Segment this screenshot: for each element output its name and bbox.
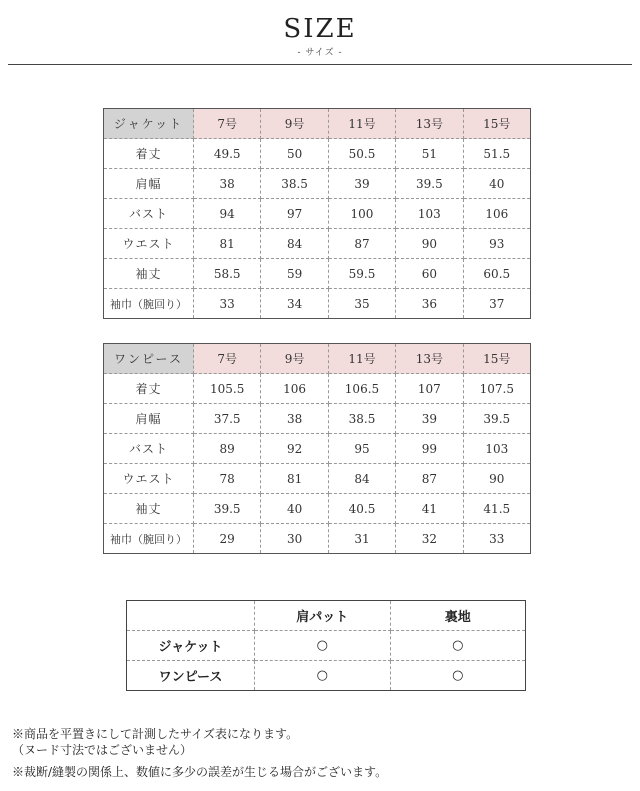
- table-cell: 81: [261, 464, 328, 494]
- table-cell: 51: [396, 139, 463, 169]
- table-cell: 59: [261, 259, 328, 289]
- table-cell: 84: [328, 464, 395, 494]
- table-cell: 78: [194, 464, 261, 494]
- table-cell: 33: [489, 531, 505, 546]
- table-cell: 34: [261, 289, 328, 319]
- table-cell: 38.5: [328, 404, 395, 434]
- table-cell: 107: [396, 374, 463, 404]
- table-cell: 37: [489, 296, 505, 311]
- table-cell: 58.5: [194, 259, 261, 289]
- table-row: [127, 661, 526, 691]
- row-label: 袖巾（腕回り）: [104, 524, 194, 554]
- circle-mark: ○: [255, 631, 391, 661]
- table-cell: 90: [396, 229, 463, 259]
- row-label: ワンピース: [127, 661, 255, 691]
- table-cell: 103: [396, 199, 463, 229]
- option-header: 肩パット: [255, 601, 391, 631]
- circle-mark: ○: [452, 668, 464, 683]
- table-cell: 29: [194, 524, 261, 554]
- size-header: 11号: [328, 109, 395, 139]
- table-cell: 99: [396, 434, 463, 464]
- table-cell: 92: [261, 434, 328, 464]
- table-cell: 50: [261, 139, 328, 169]
- table-corner-label: ワンピース: [104, 344, 194, 374]
- table-cell: 49.5: [194, 139, 261, 169]
- table-cell: 94: [194, 199, 261, 229]
- size-header: 7号: [194, 344, 261, 374]
- size-header: 13号: [396, 344, 463, 374]
- page-title: SIZE: [283, 14, 357, 44]
- table-cell: 40.5: [328, 494, 395, 524]
- row-label: ジャケット: [127, 631, 255, 661]
- table-cell: 60.5: [463, 259, 530, 289]
- table-cell: 60: [396, 259, 463, 289]
- row-label: バスト: [104, 434, 194, 464]
- table-row: [104, 139, 531, 169]
- size-header: 15号: [463, 344, 530, 374]
- row-label: ウエスト: [104, 229, 194, 259]
- note-nude-size: （ヌード寸法ではございません）: [12, 743, 193, 757]
- table-cell: 38: [194, 169, 261, 199]
- circle-mark: ○: [390, 631, 526, 661]
- table-cell: 37.5: [194, 404, 261, 434]
- table-cell: 38: [261, 404, 328, 434]
- table-row: [104, 169, 531, 199]
- table-cell: 33: [194, 289, 261, 319]
- table-cell: 36: [396, 289, 463, 319]
- table-cell: 51.5: [463, 139, 530, 169]
- page-subtitle: - サイズ -: [297, 48, 343, 58]
- table-row: [127, 631, 526, 661]
- table-cell: 35: [328, 289, 395, 319]
- table-cell: 38.5: [261, 169, 328, 199]
- table-cell: 89: [194, 434, 261, 464]
- row-label: 着丈: [104, 139, 194, 169]
- size-header: 9号: [261, 109, 328, 139]
- row-label: 肩幅: [104, 404, 194, 434]
- table-cell: 87: [328, 229, 395, 259]
- table-row: [104, 229, 531, 259]
- table-cell: 40: [463, 169, 530, 199]
- table-header-row: [104, 109, 531, 139]
- table-cell: 107.5: [463, 374, 530, 404]
- table-cell: 39.5: [463, 404, 530, 434]
- table-cell: 100: [328, 199, 395, 229]
- table-row: [104, 524, 531, 554]
- row-label: 肩幅: [104, 169, 194, 199]
- table-cell: 41.5: [463, 494, 530, 524]
- table-row: [104, 464, 531, 494]
- table-cell: 106: [261, 374, 328, 404]
- table-cell: 93: [463, 229, 530, 259]
- size-header: 13号: [396, 109, 463, 139]
- row-label: 袖丈: [104, 259, 194, 289]
- row-label: 着丈: [104, 374, 194, 404]
- table-cell: 90: [463, 464, 530, 494]
- page-header: [0, 0, 640, 70]
- size-header: 15号: [463, 109, 530, 139]
- row-label: ウエスト: [104, 464, 194, 494]
- table-row: [104, 374, 531, 404]
- table-cell: 39.5: [194, 494, 261, 524]
- table-header-row: [127, 601, 526, 631]
- table-row: [104, 199, 531, 229]
- table-cell: 30: [261, 524, 328, 554]
- table-cell: 39.5: [396, 169, 463, 199]
- size-header: 7号: [194, 109, 261, 139]
- circle-mark: ○: [255, 661, 391, 691]
- table-corner-label: ジャケット: [104, 109, 194, 139]
- table-cell: 81: [194, 229, 261, 259]
- size-header: 9号: [261, 344, 328, 374]
- options-corner: [127, 601, 255, 631]
- table-cell: 106.5: [328, 374, 395, 404]
- table-cell: 31: [328, 524, 395, 554]
- table-cell: 59.5: [328, 259, 395, 289]
- table-cell: 50.5: [328, 139, 395, 169]
- table-cell: 87: [396, 464, 463, 494]
- table-cell: 39: [396, 404, 463, 434]
- header-divider: [8, 64, 632, 65]
- jacket-size-table: [103, 108, 531, 319]
- table-row: [104, 494, 531, 524]
- table-cell: 39: [328, 169, 395, 199]
- table-cell: 105.5: [194, 374, 261, 404]
- note-measurement: ※商品を平置きにして計測したサイズ表になります。: [12, 727, 299, 741]
- table-cell: 32: [396, 524, 463, 554]
- table-row: [104, 404, 531, 434]
- table-row: [104, 289, 531, 319]
- table-header-row: [104, 344, 531, 374]
- options-table: [126, 600, 526, 691]
- table-cell: 95: [328, 434, 395, 464]
- row-label: 袖丈: [104, 494, 194, 524]
- row-label: 袖巾（腕回り）: [104, 289, 194, 319]
- table-cell: 106: [463, 199, 530, 229]
- table-cell: 84: [261, 229, 328, 259]
- note-tolerance: ※裁断/縫製の関係上、数値に多少の誤差が生じる場合がございます。: [12, 765, 388, 779]
- table-cell: 103: [463, 434, 530, 464]
- table-row: [104, 259, 531, 289]
- table-cell: 41: [396, 494, 463, 524]
- row-label: バスト: [104, 199, 194, 229]
- size-header: 11号: [328, 344, 395, 374]
- table-cell: 40: [261, 494, 328, 524]
- option-header: 裏地: [390, 601, 526, 631]
- table-row: [104, 434, 531, 464]
- onepiece-size-table: [103, 343, 531, 554]
- table-cell: 97: [261, 199, 328, 229]
